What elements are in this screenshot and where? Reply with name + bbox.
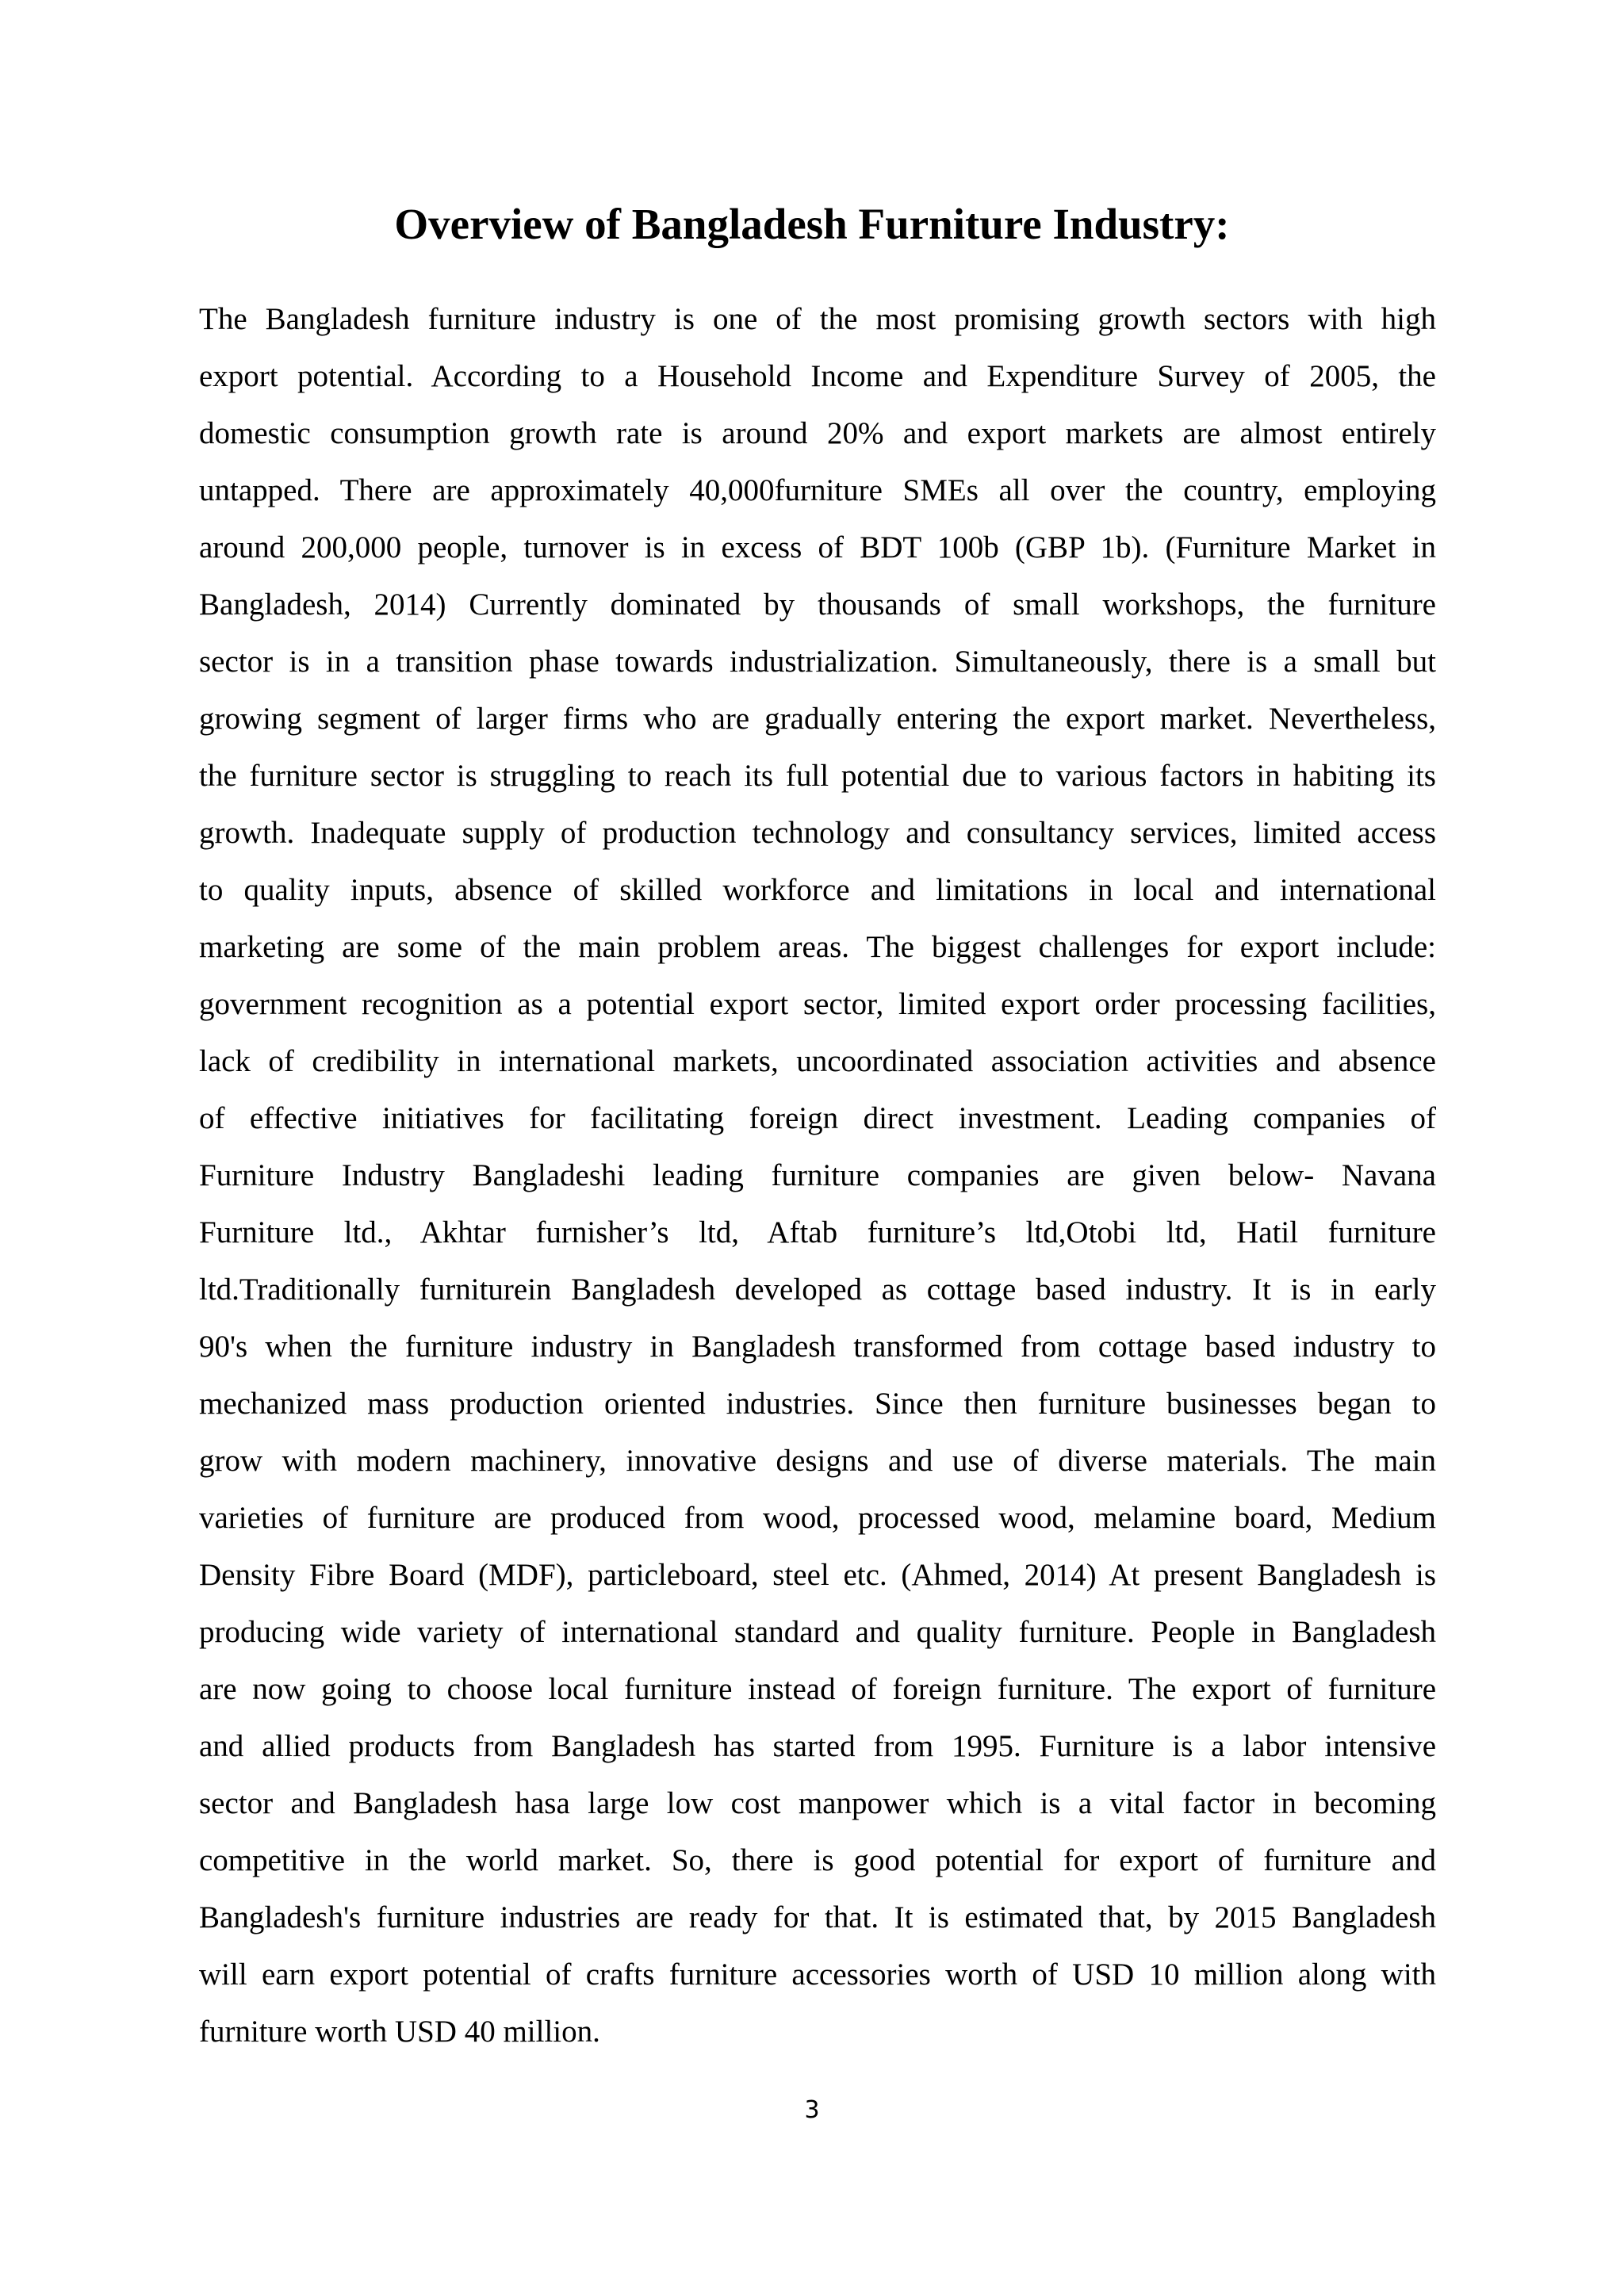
paragraph-line: ltd.Traditionally furniturein Bangladesh developed as cottage based industry. It is in early bbox=[199, 1272, 1436, 1307]
paragraph-line: growing segment of larger firms who are gradually entering the export market. Nevertheless, bbox=[199, 702, 1436, 736]
paragraph-line: of effective initiatives for facilitating foreign direct investment. Leading companies of bbox=[199, 1101, 1436, 1135]
paragraph-line: furniture worth USD 40 million. bbox=[199, 2015, 600, 2049]
paragraph-line: domestic consumption growth rate is around 20% and export markets are almost entirely bbox=[199, 416, 1436, 450]
paragraph-line: competitive in the world market. So, there is good potential for export of furniture and bbox=[199, 1843, 1436, 1877]
page-number: 3 bbox=[804, 2096, 820, 2124]
paragraph-line: are now going to choose local furniture instead of foreign furniture. The export of furniture bbox=[199, 1672, 1436, 1706]
paragraph-line: and allied products from Bangladesh has started from 1995. Furniture is a labor intensive bbox=[199, 1729, 1436, 1763]
paragraph-line: government recognition as a potential export sector, limited export order processing facilities, bbox=[199, 987, 1436, 1021]
paragraph-line: export potential. According to a Household Income and Expenditure Survey of 2005, the bbox=[199, 359, 1436, 393]
paragraph-line: to quality inputs, absence of skilled workforce and limitations in local and international bbox=[199, 873, 1436, 907]
paragraph-line: varieties of furniture are produced from wood, processed wood, melamine board, Medium bbox=[199, 1501, 1436, 1535]
paragraph-line: 90's when the furniture industry in Bangladesh transformed from cottage based industry to bbox=[199, 1330, 1436, 1364]
paragraph-line: sector is in a transition phase towards industrialization. Simultaneously, there is a small but bbox=[199, 645, 1436, 679]
paragraph-line: Density Fibre Board (MDF), particleboard, steel etc. (Ahmed, 2014) At present Bangladesh is bbox=[199, 1558, 1436, 1592]
paragraph-line: mechanized mass production oriented industries. Since then furniture businesses began to bbox=[199, 1387, 1436, 1421]
paragraph-line: growth. Inadequate supply of production technology and consultancy services, limited access bbox=[199, 816, 1436, 850]
paragraph-line: around 200,000 people, turnover is in excess of BDT 100b (GBP 1b). (Furniture Market in bbox=[199, 530, 1436, 564]
paragraph-line: Bangladesh, 2014) Currently dominated by thousands of small workshops, the furniture bbox=[199, 587, 1436, 622]
paragraph-line: lack of credibility in international markets, uncoordinated association activities and absence bbox=[199, 1044, 1436, 1078]
paragraph-line: producing wide variety of international standard and quality furniture. People in Bangladesh bbox=[199, 1615, 1436, 1649]
paragraph-line: Bangladesh's furniture industries are ready for that. It is estimated that, by 2015 Bangladesh bbox=[199, 1900, 1436, 1934]
paragraph-line: untapped. There are approximately 40,000furniture SMEs all over the country, employing bbox=[199, 473, 1436, 507]
paragraph-line: grow with modern machinery, innovative designs and use of diverse materials. The main bbox=[199, 1444, 1436, 1478]
paragraph-line: the furniture sector is struggling to reach its full potential due to various factors in habiting its bbox=[199, 759, 1436, 793]
page-title: Overview of Bangladesh Furniture Industry: bbox=[394, 200, 1230, 248]
paragraph-line: will earn export potential of crafts furniture accessories worth of USD 10 million along with bbox=[199, 1957, 1436, 1992]
body-paragraph bbox=[199, 291, 1436, 2061]
paragraph-line: Furniture Industry Bangladeshi leading furniture companies are given below- Navana bbox=[199, 1158, 1436, 1192]
paragraph-line: sector and Bangladesh hasa large low cost manpower which is a vital factor in becoming bbox=[199, 1786, 1436, 1820]
paragraph-line: marketing are some of the main problem areas. The biggest challenges for export include: bbox=[199, 930, 1436, 964]
paragraph-line: Furniture ltd., Akhtar furnisher’s ltd, Aftab furniture’s ltd,Otobi ltd, Hatil furniture bbox=[199, 1215, 1436, 1249]
paragraph-line: The Bangladesh furniture industry is one of the most promising growth sectors with high bbox=[199, 302, 1436, 336]
